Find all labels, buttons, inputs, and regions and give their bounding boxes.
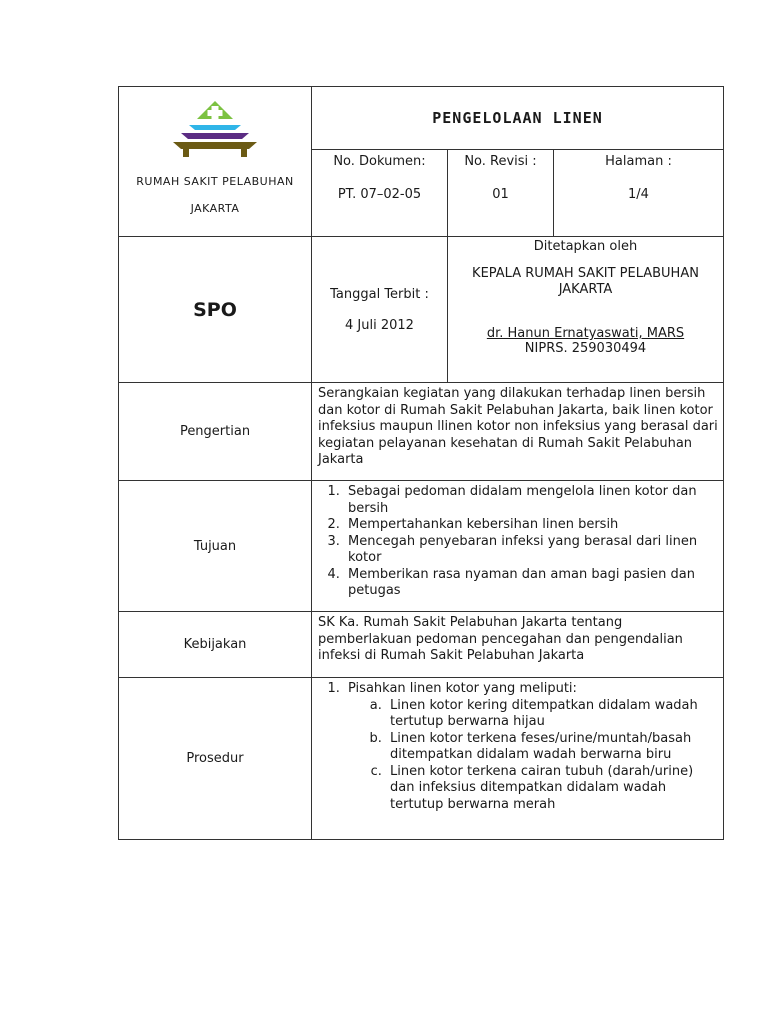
approval-set-by: Ditetapkan oleh [533,239,638,254]
spo-band [119,237,723,383]
section-label: Prosedur [119,678,312,839]
section-pengertian [119,383,723,481]
revision-label: No. Revisi : [464,154,537,169]
list-item: 1. Sebagai pedoman didalam mengelola linen kotor dan bersih [344,484,719,517]
section-label: Pengertian [119,383,312,480]
list-item [344,681,719,813]
section-content [312,481,723,611]
spo-label: SPO [119,237,312,382]
page-label: Halaman : [605,154,672,169]
doc-number-cell [312,150,448,236]
revision-cell [448,150,554,236]
page-value: 1/4 [628,187,649,202]
section-tujuan [119,481,723,612]
section-prosedur [119,678,723,839]
issue-date-label: Tanggal Terbit : [330,286,429,302]
objectives-list [318,484,719,600]
approval-signer-nip: NIPRS. 259030494 [524,341,647,356]
hospital-name-line1: RUMAH SAKIT PELABUHAN [136,175,294,188]
procedure-step-text: Pisahkan linen kotor yang meliputi: [348,681,577,696]
hospital-logo-icon [163,97,267,161]
hospital-name-line2: JAKARTA [190,202,240,215]
list-item: b. Linen kotor terkena feses/urine/muntah/basah ditempatkan didalam wadah berwarna biru [386,731,719,764]
section-text: Serangkaian kegiatan yang dilakukan terhadap linen bersih dan kotor di Rumah Sakit Pelabuhan Jakarta, baik linen kotor infeksius maupun llinen kotor non infeksius yang berasal dari kegiatan pelayanan kesehatan di Rumah Sakit Pelabuhan Jakarta [318,386,718,467]
approval-signer-name: dr. Hanun Ernatyaswati, MARS [486,326,685,341]
issue-date-value: 4 Juli 2012 [345,317,414,333]
section-label: Kebijakan [119,612,312,677]
hospital-identity [119,87,312,236]
list-item: 2. Mempertahankan kebersihan linen bersih [344,517,719,534]
header-right [312,87,723,236]
spo-document [118,86,724,840]
list-item: c. Linen kotor terkena cairan tubuh (darah/urine) dan infeksius ditempatkan didalam wadah tertutup berwarna merah [386,764,719,814]
list-item: 4. Memberikan rasa nyaman dan aman bagi pasien dan petugas [344,567,719,600]
doc-number-value: PT. 07–02-05 [337,187,422,202]
section-label: Tujuan [119,481,312,611]
document-meta [312,150,723,236]
section-kebijakan [119,612,723,678]
issue-date-cell [312,237,448,382]
section-content [312,678,723,839]
list-item: a. Linen kotor kering ditempatkan didalam wadah tertutup berwarna hijau [386,698,719,731]
revision-value: 01 [492,187,509,202]
procedure-sublist [348,698,719,814]
doc-number-label: No. Dokumen: [333,154,426,169]
page-cell [554,150,723,236]
approval-cell [448,237,723,382]
list-item: 3. Mencegah penyebaran infeksi yang berasal dari linen kotor [344,534,719,567]
procedure-list [318,681,719,813]
section-text: SK Ka. Rumah Sakit Pelabuhan Jakarta tentang pemberlakuan pedoman pencegahan dan pengendalian infeksi di Rumah Sakit Pelabuhan Jakarta [318,615,683,663]
approval-signer-title: KEPALA RUMAH SAKIT PELABUHAN JAKARTA [472,266,699,297]
document-title: PENGELOLAAN LINEN [312,87,723,150]
document-header [119,87,723,237]
